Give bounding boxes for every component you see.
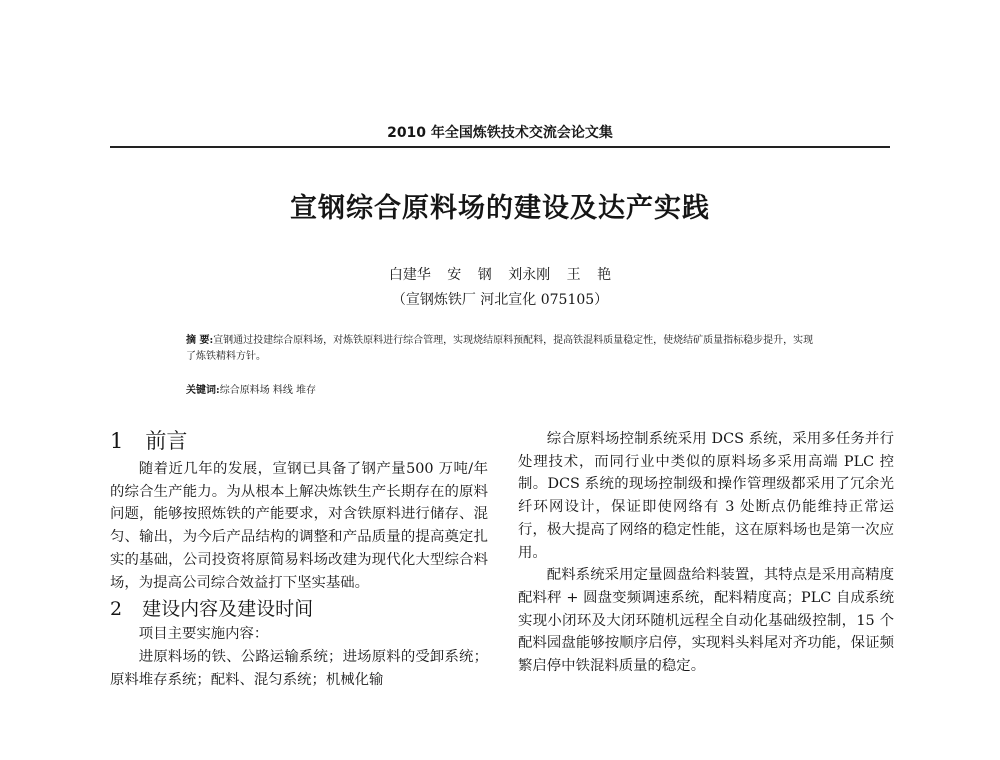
affiliation: （宣钢炼铁厂 河北宣化 075105） [391, 292, 609, 308]
section-heading-construction [110, 597, 488, 621]
intro-paragraph: 随着近几年的发展，宣钢已具备了钢产量500 万吨/年的综合生产能力。为从根本上解决炼铁生产长期存在的原料问题，能够按照炼铁的产能要求，对含铁原料进行储存、混匀、输出，为今后产品结构的调整和产品质量的提高奠定扎实的基础，公司投资将原简易料场改建为现代化大型综合料场，为提高公司综合效益打下坚实基础。 [110, 461, 488, 591]
keywords [186, 381, 814, 396]
section-title: 前言 [145, 429, 188, 453]
section-number: 2 [110, 598, 123, 621]
running-header: 2010 年全国炼铁技术交流会论文集 [387, 125, 613, 141]
right-column [518, 428, 894, 678]
control-system-paragraph: 综合原料场控制系统采用 DCS 系统，采用多任务并行处理技术，而同行业中类似的原料场多采用高端 PLC 控制。DCS 系统的现场控制级和操作管理级都采用了冗余光纤环网设计，保证即使网络有 3 处断点仍能维持正常运行，极大提高了网络的稳定性能，这在原料场也是第一次应用。 [518, 431, 894, 561]
construction-paragraph: 进原料场的铁、公路运输系统；进场原料的受卸系统；原料堆存系统；配料、混匀系统；机械化输 [110, 648, 488, 688]
section-heading-intro [110, 428, 488, 454]
abstract-text: 宣钢通过投建综合原料场，对炼铁原料进行综合管理，实现烧结原料预配料，提高铁混料质量稳定性，使烧结矿质量指标稳步提升，实现了炼铁精料方针。 [186, 335, 814, 362]
section-title: 建设内容及建设时间 [142, 598, 314, 621]
batching-system-paragraph: 配料系统采用定量圆盘给料装置，其特点是采用高精度配料秤 + 圆盘变频调速系统，配料精度高；PLC 自成系统实现小闭环及大闭环随机远程全自动化基础级控制，15 个配料园盘能够按顺序启停，实现料头料尾对齐功能，保证频繁启停中铁混料质量的稳定。 [518, 567, 894, 675]
subheading: 项目主要实施内容： [138, 626, 269, 643]
abstract [186, 333, 814, 365]
left-column [110, 428, 488, 691]
header-rule [110, 146, 890, 148]
keywords-label: 关键词: [186, 385, 220, 396]
keywords-text: 综合原料场 料线 堆存 [219, 385, 317, 396]
abstract-label: 摘 要: [186, 335, 214, 346]
paper-title: 宣钢综合原料场的建设及达产实践 [290, 193, 710, 224]
author-list: 白建华 安 钢 刘永刚 王 艳 [388, 267, 612, 283]
section-number: 1 [110, 429, 124, 453]
